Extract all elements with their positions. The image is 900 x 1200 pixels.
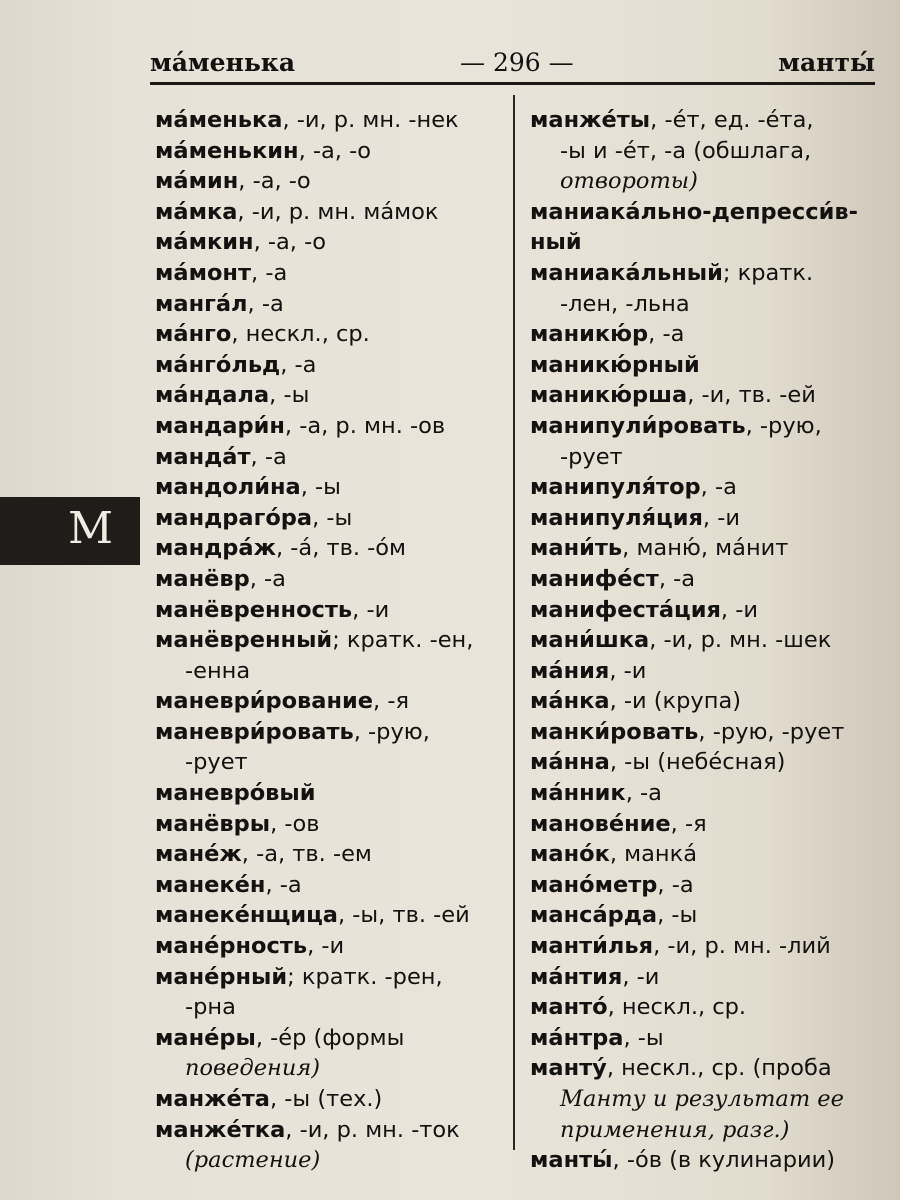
entry-line: манже́та, -ы (тех.) [155,1086,383,1112]
entry-line: ма́мка, -и, р. мн. ма́мок [155,198,439,225]
entry-line: манёвры, -ов [155,810,320,837]
entry-line: ма́нка, -и (крупа) [530,688,742,715]
entry-line: мано́к, манка́ [530,841,698,868]
entry-line: ма́нго, нескл., ср. [155,321,370,348]
page-header [150,44,875,84]
entry-line: манда́т, -а [155,443,287,470]
entry-line: ма́мин, -а, -о [155,168,311,195]
entry-continuation: -енна [185,657,251,684]
entry-line: мандраго́ра, -ы [155,504,353,531]
entry-continuation: -рует [560,443,623,470]
entry-line: ма́монт, -а [155,259,288,286]
page-number: — 296 — [460,48,574,77]
entry-line: манифеста́ция, -и [530,596,758,623]
entry-line: маневро́вый [155,780,316,807]
entry-continuation: Манту и результат ее [560,1086,844,1112]
header-rule [150,82,875,85]
thumb-index-tab [0,497,140,565]
entry-line: ма́ндала, -ы [155,382,310,409]
entry-line: манки́ровать, -рую, -рует [530,718,845,745]
entry-continuation: -ы и -е́т, -а (обшлага, [560,137,812,164]
header-last-word: манты́ [778,48,875,77]
entry-line: маниака́льно-депресси́в- [530,198,858,225]
entry-line: манти́лья, -и, р. мн. -лий [530,933,831,960]
entry-continuation: -рует [185,749,248,776]
entry-line: ма́нтра, -ы [530,1024,664,1051]
entry-continuation: поведения) [185,1055,321,1082]
entry-line: манса́рда, -ы [530,902,698,929]
entry-line: маневри́ровать, -рую, [155,718,430,745]
entry-line: манипуля́тор, -а [530,474,737,501]
entry-line: мани́шка, -и, р. мн. -шек [530,627,832,654]
entry-line: мане́ры, -е́р (формы [155,1024,405,1051]
entry-line: манифе́ст, -а [530,565,696,592]
entry-line: маневри́рование, -я [155,688,410,715]
left-column [155,105,505,1176]
header-first-word: ма́менька [150,48,296,77]
entry-line: маникю́рша, -и, тв. -ей [530,382,816,409]
entry-line: мане́рность, -и [155,933,345,960]
entry-line: манипули́ровать, -рую, [530,412,822,439]
entry-line: мандоли́на, -ы [155,474,341,501]
entry-line: ма́нна, -ы (небе́сная) [530,749,786,776]
entry-line: манто́, нескл., ср. [530,994,747,1021]
entry-line: манёвренный; кратк. -ен, [155,627,474,654]
entry-line: мане́рный; кратк. -рен, [155,963,443,990]
entry-line: манеке́нщица, -ы, тв. -ей [155,902,470,929]
entry-line: манёвр, -а [155,565,286,592]
entry-line: манипуля́ция, -и [530,504,740,531]
entry-continuation: (растение) [185,1147,321,1174]
entry-continuation: применения, разг.) [560,1116,790,1143]
entry-line: ма́нго́льд, -а [155,351,317,378]
entry-line: ма́ния, -и [530,657,647,684]
entry-line: манёвренность, -и [155,596,390,623]
entry-line: мани́ть, маню́, ма́нит [530,535,789,562]
entry-line: манже́тка, -и, р. мн. -ток [155,1116,460,1143]
entry-line: ма́мкин, -а, -о [155,229,326,256]
entry-line: мане́ж, -а, тв. -ем [155,841,372,868]
entry-line: ма́нник, -а [530,780,662,807]
thumb-index-letter: М [68,503,114,554]
entry-line: мано́метр, -а [530,871,694,898]
entry-line: манты́, -о́в (в кулинарии) [530,1147,836,1174]
entry-continuation: отвороты) [560,168,698,195]
entry-line: маникю́рный [530,351,700,378]
entry-continuation: -рна [185,994,236,1021]
entry-line: ма́менькин, -а, -о [155,137,371,164]
entry-continuation: -лен, -льна [560,290,690,317]
entry-line: ма́нтия, -и [530,963,660,990]
entry-line: манга́л, -а [155,290,284,317]
entry-line: маниака́льный; кратк. [530,259,814,286]
entry-line: мандари́н, -а, р. мн. -ов [155,412,446,439]
column-divider [513,95,515,1150]
right-column [530,105,890,1176]
entry-line: мандра́ж, -а́, тв. -о́м [155,535,407,562]
entry-line: маникю́р, -а [530,321,685,348]
entry-line: манове́ние, -я [530,810,707,837]
entry-line: манже́ты, -е́т, ед. -е́та, [530,107,814,133]
entry-line: манеке́н, -а [155,871,302,898]
entry-line: манту́, нескл., ср. (проба [530,1055,832,1082]
entry-line: ный [530,229,582,256]
entry-line: ма́менька, -и, р. мн. -нек [155,107,459,133]
